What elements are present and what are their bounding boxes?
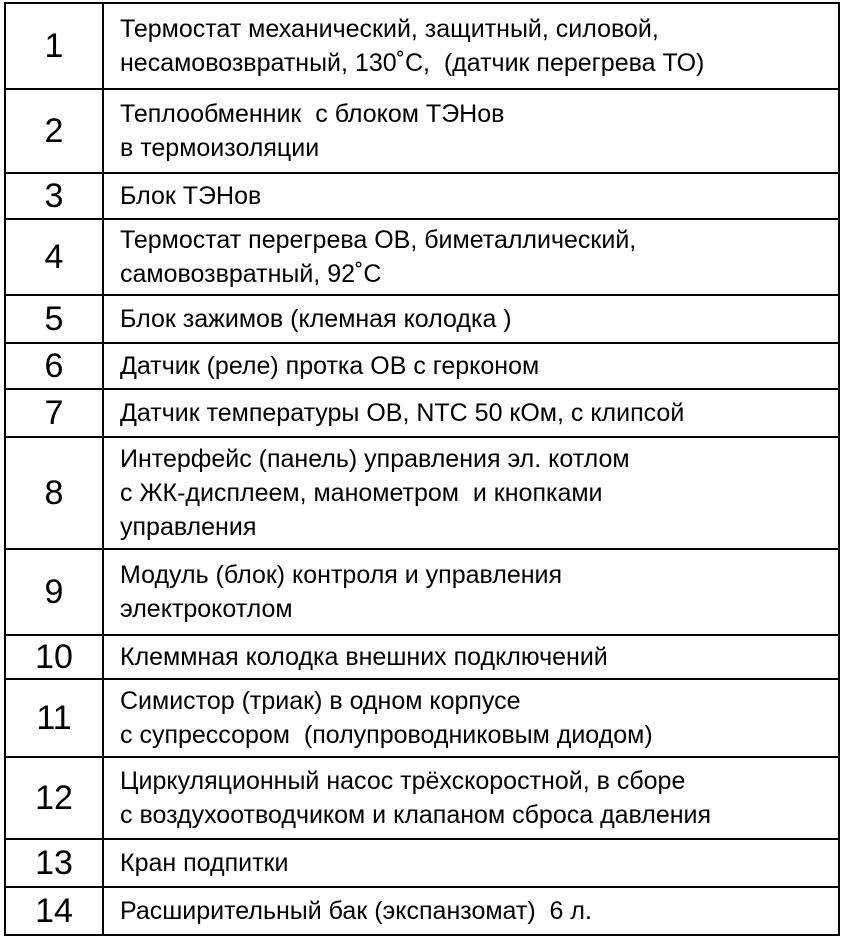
row-number: 11	[5, 679, 103, 757]
description-line: несамовозвратный, 130˚С, (датчик перегрева ТО)	[120, 49, 705, 77]
row-number: 9	[5, 549, 103, 635]
description-line: Циркуляционный насос трёхскоростной, в сборе	[120, 767, 686, 795]
table-row	[5, 89, 839, 173]
row-description	[103, 437, 839, 549]
description-line: Датчик температуры ОВ, NTC 50 кОм, с клипсой	[120, 399, 685, 427]
row-description	[103, 549, 839, 635]
row-number: 14	[5, 887, 103, 935]
row-description	[103, 887, 839, 935]
row-number: 3	[5, 173, 103, 219]
row-description	[103, 343, 839, 389]
row-number: 1	[5, 3, 103, 89]
row-description	[103, 89, 839, 173]
description-line: Теплообменник с блоком ТЭНов	[120, 100, 505, 128]
row-number: 7	[5, 389, 103, 437]
row-number: 4	[5, 219, 103, 295]
description-line: Датчик (реле) протка ОВ с герконом	[120, 352, 540, 380]
table-row	[5, 437, 839, 549]
table-row	[5, 173, 839, 219]
row-description	[103, 635, 839, 679]
description-line: в термоизоляции	[120, 134, 320, 162]
table-row	[5, 295, 839, 343]
description-line: Модуль (блок) контроля и управления	[120, 561, 563, 589]
parts-table	[4, 2, 840, 936]
row-number: 6	[5, 343, 103, 389]
description-line: Симистор (триак) в одном корпусе	[120, 687, 521, 715]
row-description	[103, 219, 839, 295]
table-row	[5, 887, 839, 935]
table-row	[5, 757, 839, 839]
description-line: с супрессором (полупроводниковым диодом)	[120, 721, 653, 749]
table-row	[5, 343, 839, 389]
description-line: Термостат механический, защитный, силовой,	[120, 15, 659, 43]
description-line: управления	[120, 513, 257, 541]
table-row	[5, 635, 839, 679]
row-number: 5	[5, 295, 103, 343]
row-description	[103, 679, 839, 757]
row-number: 13	[5, 839, 103, 887]
row-description	[103, 839, 839, 887]
table-row	[5, 3, 839, 89]
row-description	[103, 757, 839, 839]
description-line: электрокотлом	[120, 595, 293, 623]
table-row	[5, 679, 839, 757]
description-line: Клеммная колодка внешних подключений	[120, 643, 608, 671]
table-row	[5, 549, 839, 635]
table-row	[5, 839, 839, 887]
row-number: 12	[5, 757, 103, 839]
table-row	[5, 389, 839, 437]
row-description	[103, 389, 839, 437]
table-row	[5, 219, 839, 295]
row-number: 2	[5, 89, 103, 173]
row-description	[103, 173, 839, 219]
row-description	[103, 3, 839, 89]
description-line: Расширительный бак (экспанзомат) 6 л.	[120, 897, 592, 925]
row-number: 10	[5, 635, 103, 679]
description-line: Термостат перегрева ОВ, биметаллический,	[120, 226, 637, 254]
description-line: Кран подпитки	[120, 849, 289, 877]
row-description	[103, 295, 839, 343]
description-line: Интерфейс (панель) управления эл. котлом	[120, 445, 630, 473]
description-line: с ЖК-дисплеем, манометром и кнопками	[120, 479, 603, 507]
description-line: Блок ТЭНов	[120, 182, 262, 210]
description-line: самовозвратный, 92˚С	[120, 260, 382, 288]
description-line: с воздухоотводчиком и клапаном сброса давления	[120, 801, 712, 829]
description-line: Блок зажимов (клемная колодка )	[120, 305, 512, 333]
row-number: 8	[5, 437, 103, 549]
